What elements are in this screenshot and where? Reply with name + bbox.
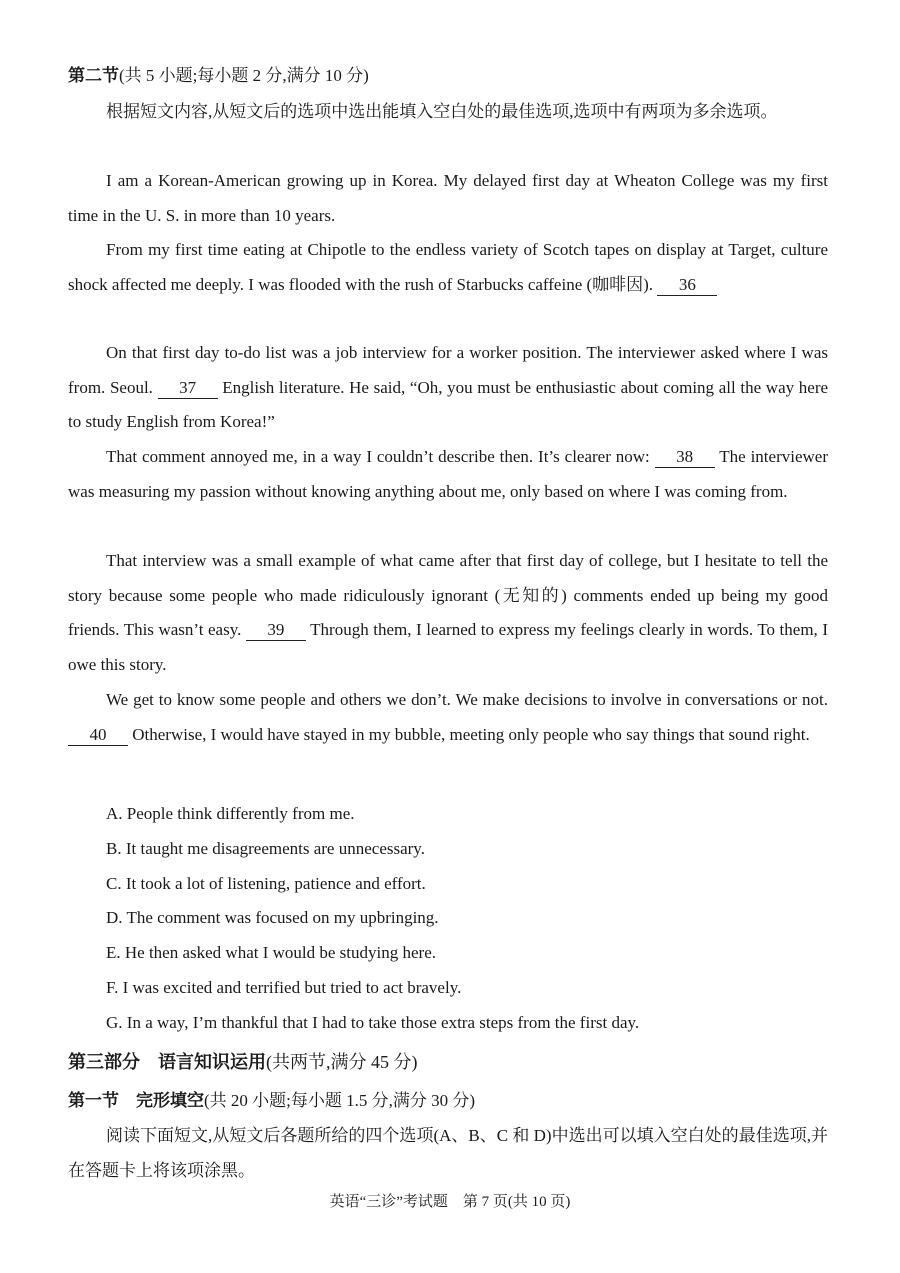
section1-heading: [68, 1084, 828, 1119]
option-b: B. It taught me disagreements are unnecessary.: [106, 839, 425, 858]
section2-heading-scoring: (共 5 小题;每小题 2 分,满分 10 分): [119, 66, 369, 85]
passage-paragraph-5: [68, 544, 828, 683]
part3-heading: [68, 1045, 828, 1080]
option-g: G. In a way, I’m thankful that I had to take those extra steps from the first day.: [106, 1013, 640, 1032]
blank-37: 37: [158, 378, 218, 399]
blank-40: 40: [68, 725, 128, 746]
option-e: E. He then asked what I would be studying here.: [106, 943, 436, 962]
section2-heading-title: 第二节: [68, 66, 119, 85]
paragraph-text: From my first time eating at Chipotle to the endless variety of Scotch tapes on display at Target, culture shock affected me deeply. I was flooded with the rush of Starbucks caffeine (咖啡因).: [68, 240, 828, 294]
page-footer: 英语“三诊”考试题 第 7 页(共 10 页): [329, 1194, 571, 1210]
part3-heading-title: 第三部分 语言知识运用: [68, 1052, 266, 1072]
passage-paragraph-1: I am a Korean-American growing up in Korea. My delayed first day at Wheaton College was my first time in the U. S. in more than 10 years.: [68, 171, 828, 225]
paragraph-text: On that first day to-do list was a job interview for a worker position. The interviewer asked where I was from. Seoul.: [68, 343, 828, 397]
passage-paragraph-3: [68, 336, 828, 440]
paragraph-text: We get to know some people and others we don’t. We make decisions to involve in conversations or not.: [106, 690, 828, 709]
passage-paragraph-4: [68, 440, 828, 509]
option-f: F. I was excited and terrified but tried to act bravely.: [106, 978, 462, 997]
passage-paragraph-6: [68, 683, 828, 752]
passage-paragraph-2: [68, 233, 828, 302]
part3-heading-scoring: (共两节,满分 45 分): [266, 1052, 418, 1072]
paragraph-text: The interviewer was measuring my passion without knowing anything about me, only based on where I was coming from.: [68, 447, 828, 501]
option-c: C. It took a lot of listening, patience and effort.: [106, 874, 426, 893]
paragraph-text: That comment annoyed me, in a way I couldn’t describe then. It’s clearer now:: [106, 447, 650, 466]
section1-instruction: 阅读下面短文,从短文后各题所给的四个选项(A、B、C 和 D)中选出可以填入空白处的最佳选项,并在答题卡上将该项涂黑。: [68, 1126, 828, 1180]
blank-39: 39: [246, 620, 306, 641]
paragraph-text: That interview was a small example of what came after that first day of college, but I hesitate to tell the story because some people who made ridiculously ignorant (无知的) comments ended up being my good friends. This wasn’t easy.: [68, 551, 828, 640]
option-a: A. People think differently from me.: [106, 804, 355, 823]
paragraph-text: Through them, I learned to express my feelings clearly in words. To them, I owe this story.: [68, 620, 829, 675]
section2-instruction: 根据短文内容,从短文后的选项中选出能填入空白处的最佳选项,选项中有两项为多余选项。: [106, 102, 778, 121]
section1-heading-scoring: (共 20 小题;每小题 1.5 分,满分 30 分): [204, 1091, 476, 1110]
paragraph-text: English literature. He said, “Oh, you must be enthusiastic about coming all the way here to study English from Korea!”: [68, 377, 829, 432]
blank-38: 38: [655, 447, 715, 468]
paragraph-text: Otherwise, I would have stayed in my bubble, meeting only people who say things that sound right.: [132, 724, 810, 744]
section1-heading-title: 第一节 完形填空: [68, 1091, 204, 1110]
blank-36: 36: [657, 275, 717, 296]
section2-heading: [68, 59, 828, 94]
option-d: D. The comment was focused on my upbringing.: [106, 908, 439, 927]
